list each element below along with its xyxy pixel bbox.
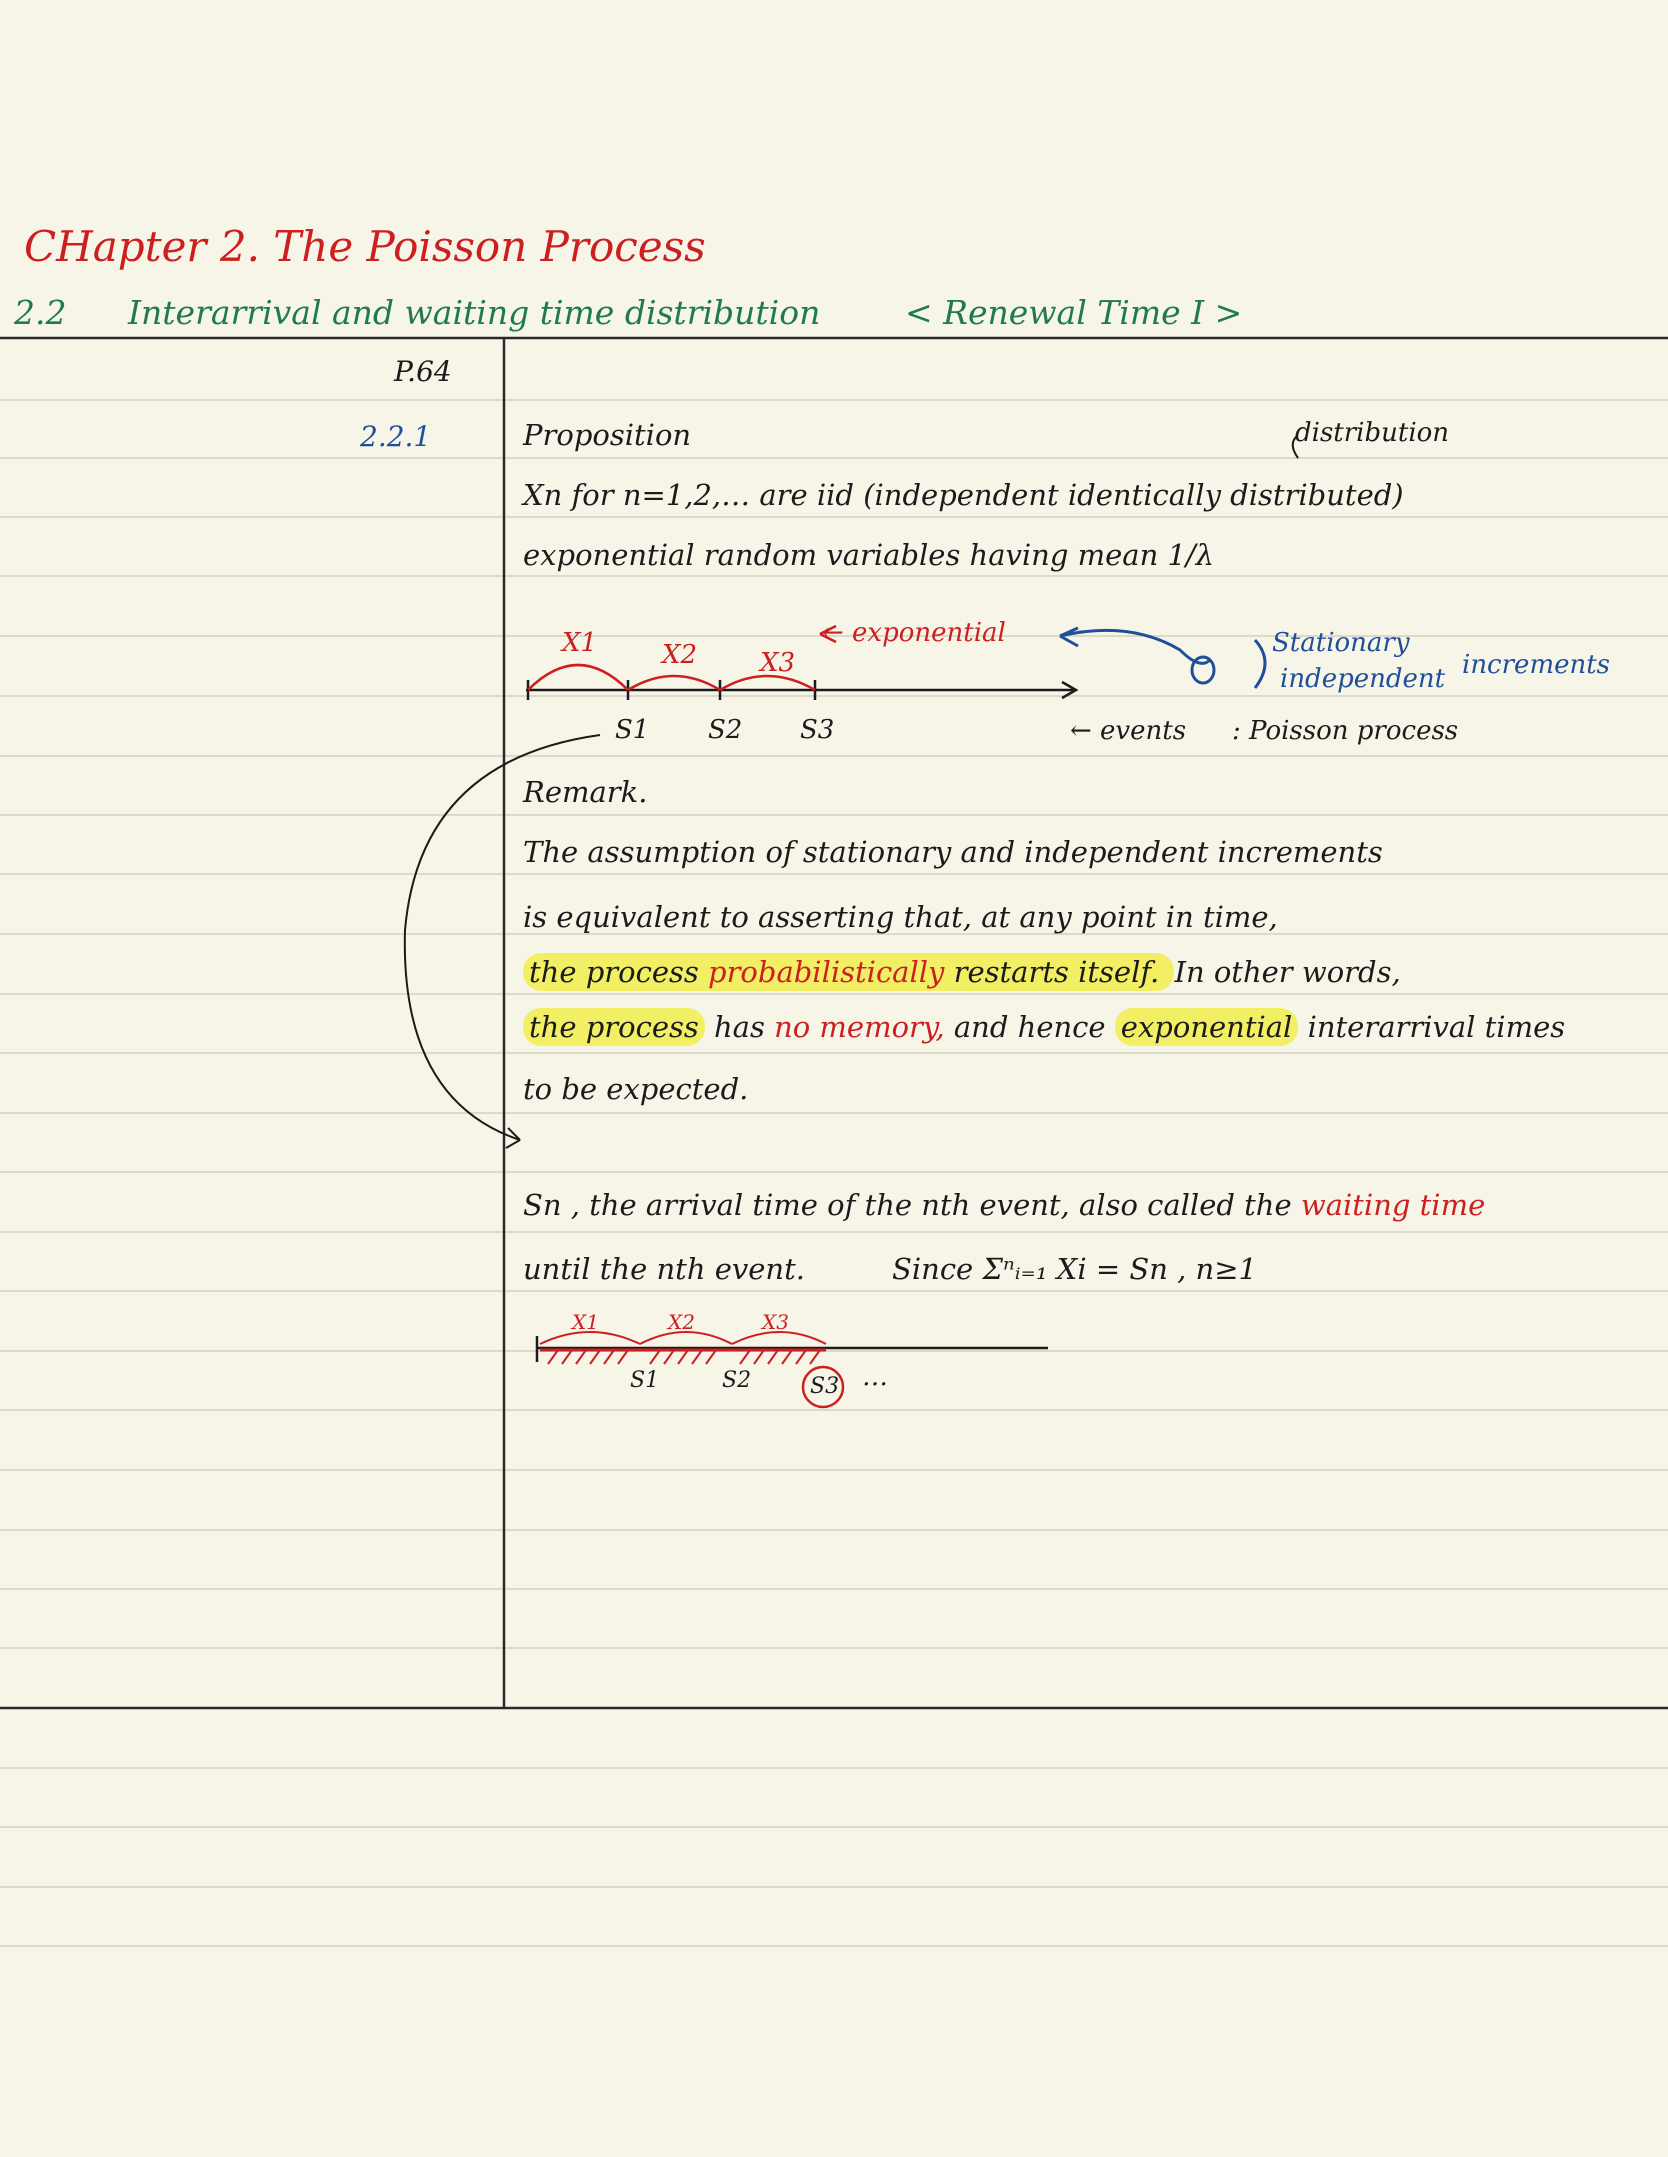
waiting-line-1 [523, 1188, 1485, 1222]
s2-label: S2 [708, 715, 743, 745]
d2-s3-label: S3 [810, 1374, 840, 1399]
d2-x1-label: X1 [572, 1310, 599, 1334]
stationary-note: Stationary [1272, 628, 1410, 658]
remark-heading: Remark. [523, 775, 648, 809]
remark-line-4 [523, 1010, 1565, 1044]
d2-x3-label: X3 [762, 1310, 789, 1334]
proposition-line-2: exponential random variables having mean 1/λ [523, 538, 1215, 572]
x3-label: X3 [760, 648, 796, 678]
d2-s2-label: S2 [722, 1368, 752, 1393]
waiting-line-2-a: until the nth event. [523, 1252, 805, 1286]
remark-line-1: The assumption of stationary and independent increments [523, 835, 1383, 869]
poisson-process-note: : Poisson process [1232, 716, 1459, 746]
remark-line-4-c: no memory, [774, 1010, 945, 1044]
s3-label: S3 [800, 715, 835, 745]
timeline-diagram-2 [537, 1332, 1048, 1407]
increments-note: increments [1462, 650, 1611, 680]
d2-ellipsis: … [862, 1362, 888, 1392]
page-reference: P.64 [394, 355, 452, 388]
proposition-heading: Proposition [523, 418, 692, 452]
exponential-note: ← exponential [822, 618, 1006, 648]
s1-label: S1 [615, 715, 650, 745]
waiting-time-term: waiting time [1300, 1188, 1486, 1222]
subsection-number: 2.2.1 [360, 420, 432, 453]
remark-line-3-d: In other words, [1174, 955, 1401, 989]
remark-line-4-d: and hence [953, 1010, 1106, 1044]
remark-line-5: to be expected. [523, 1072, 749, 1106]
events-note: ← events [1070, 716, 1187, 746]
chapter-title: CHapter 2. The Poisson Process [24, 222, 706, 271]
remark-line-3 [523, 955, 1401, 989]
waiting-line-2-b: Since Σⁿᵢ₌₁ Xi = Sn , n≥1 [892, 1252, 1257, 1286]
remark-line-4-b: has [714, 1010, 765, 1044]
independent-note: independent [1280, 664, 1446, 694]
remark-line-2: is equivalent to asserting that, at any point in time, [523, 900, 1278, 934]
d2-s1-label: S1 [630, 1368, 660, 1393]
remark-line-3-b: probabilistically [708, 955, 945, 989]
d2-x2-label: X2 [668, 1310, 695, 1334]
distribution-annotation: distribution [1295, 418, 1450, 448]
section-title: Interarrival and waiting time distribution [128, 293, 821, 332]
remark-line-3-a: the process [529, 955, 699, 989]
x2-label: X2 [662, 640, 698, 670]
remark-line-4-a: the process [523, 1008, 705, 1046]
waiting-line-1-a: Sn , the arrival time of the nth event, also called the [523, 1188, 1292, 1222]
remark-line-3-c: restarts itself. [953, 955, 1160, 989]
remark-line-4-e: exponential [1115, 1008, 1299, 1046]
proposition-line-1: Xn for n=1,2,… are iid (independent identically distributed) [523, 478, 1404, 512]
remark-line-4-f: interarrival times [1307, 1010, 1566, 1044]
section-number: 2.2 [14, 293, 67, 332]
section-reference: < Renewal Time I > [905, 293, 1243, 332]
x1-label: X1 [562, 628, 598, 658]
